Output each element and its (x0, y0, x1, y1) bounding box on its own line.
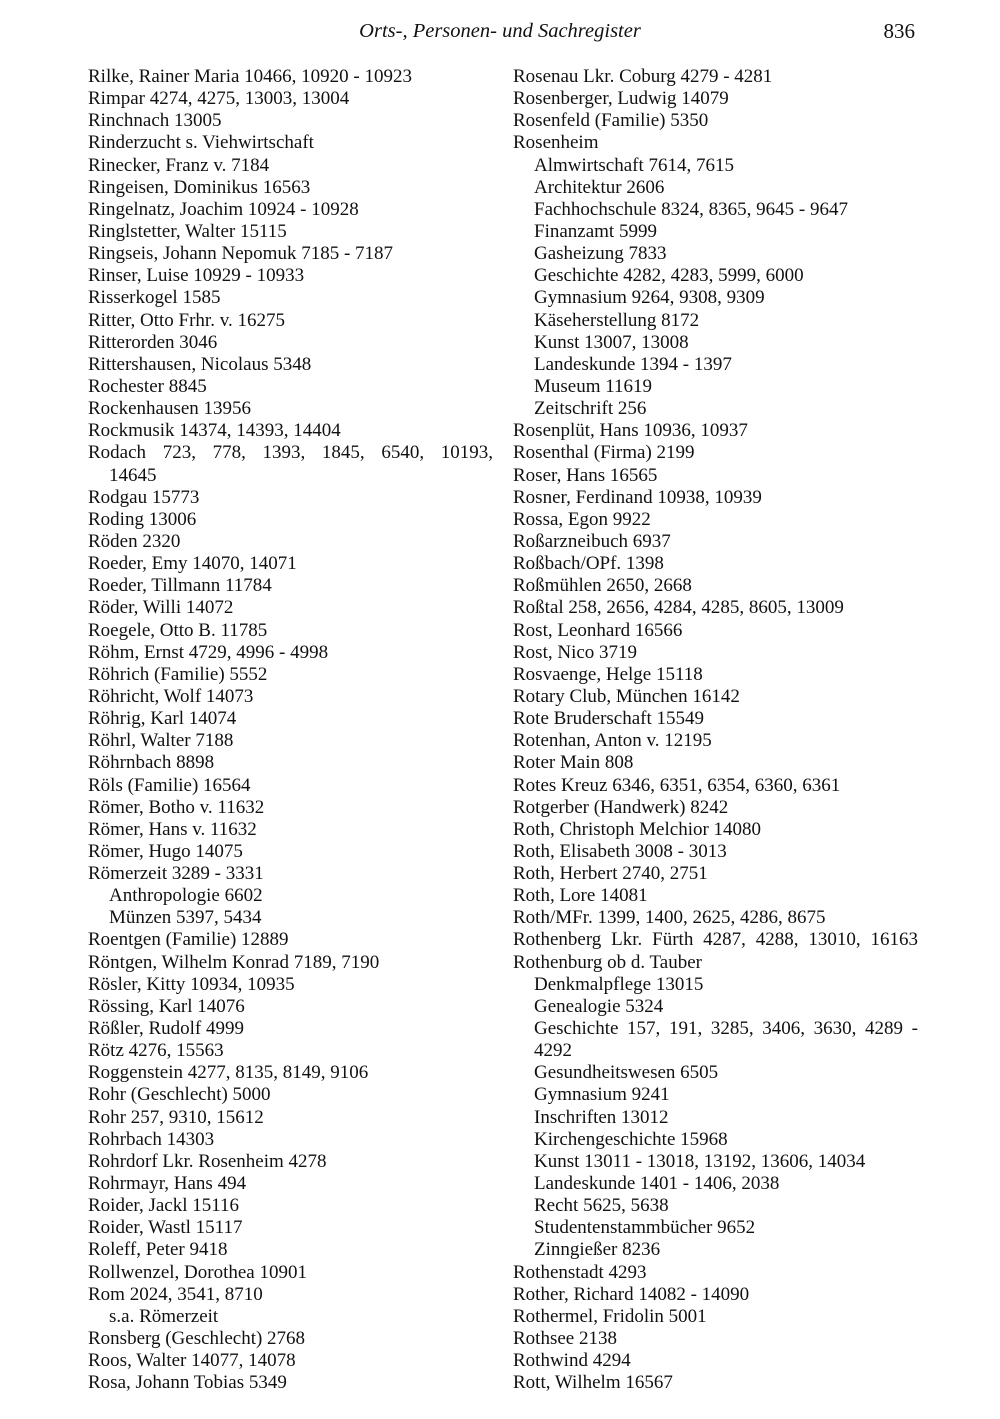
index-entry: Ringeisen, Dominikus 16563 (88, 176, 311, 198)
index-entry: Ringlstetter, Walter 15115 (88, 220, 287, 242)
index-entry: Rothsee 2138 (513, 1328, 617, 1350)
index-entry: Rothenburg ob d. Tauber (513, 951, 702, 973)
index-entry: Röhm, Ernst 4729, 4996 - 4998 (88, 641, 329, 663)
index-entry: Rosenheim (513, 132, 599, 154)
index-subentry: Käseherstellung 8172 (534, 309, 700, 331)
index-entry: Römer, Hans v. 11632 (88, 818, 257, 840)
index-subentry: Kirchengeschichte 15968 (534, 1128, 728, 1150)
index-subentry: Inschriften 13012 (534, 1106, 669, 1128)
index-entry: Rosenau Lkr. Coburg 4279 - 4281 (513, 66, 773, 87)
index-entry: Röntgen, Wilhelm Konrad 7189, 7190 (88, 951, 380, 973)
index-entry: Rothenberg Lkr. Fürth 4287, 4288, 13010, 16163 (513, 929, 918, 951)
index-entry: Rohr 257, 9310, 15612 (88, 1106, 264, 1128)
page-number: 836 (883, 19, 915, 43)
index-entry: Rohrmayr, Hans 494 (88, 1173, 247, 1195)
index-subentry: 4292 (534, 1040, 572, 1062)
index-subentry: Almwirtschaft 7614, 7615 (534, 154, 735, 176)
index-entry: Roding 13006 (88, 508, 197, 530)
index-entry: Rotgerber (Handwerk) 8242 (513, 796, 729, 818)
index-entry: Rockmusik 14374, 14393, 14404 (88, 420, 341, 442)
index-entry: Rosenplüt, Hans 10936, 10937 (513, 420, 748, 442)
index-entry: Roth, Herbert 2740, 2751 (513, 863, 708, 885)
index-subentry: Museum 11619 (534, 375, 653, 397)
index-entry: Ritter, Otto Frhr. v. 16275 (88, 309, 285, 331)
index-entry: Rohrbach 14303 (88, 1128, 215, 1150)
index-column-right (513, 66, 918, 1394)
index-entry: Rinderzucht s. Viehwirtschaft (88, 132, 314, 154)
index-entry: Roth, Christoph Melchior 14080 (513, 818, 762, 840)
index-entry: Rockenhausen 13956 (88, 398, 252, 420)
index-entry: Roider, Jackl 15116 (88, 1195, 240, 1217)
index-entry: Rotary Club, München 16142 (513, 685, 740, 707)
index-entry: Rosenfeld (Familie) 5350 (513, 110, 709, 132)
index-entry: Rotes Kreuz 6346, 6351, 6354, 6360, 6361 (513, 774, 841, 796)
index-entry: Rinser, Luise 10929 - 10933 (88, 265, 305, 287)
index-entry: Rosenberger, Ludwig 14079 (513, 88, 729, 110)
index-entry: Rost, Nico 3719 (513, 641, 638, 663)
index-subentry: Kunst 13011 - 13018, 13192, 13606, 14034 (534, 1150, 866, 1172)
index-subentry: Gesundheitswesen 6505 (534, 1062, 719, 1084)
index-entry: Röls (Familie) 16564 (88, 774, 251, 796)
index-entry: Roggenstein 4277, 8135, 8149, 9106 (88, 1062, 369, 1084)
index-entry: Roter Main 808 (513, 752, 634, 774)
index-entry: Römer, Botho v. 11632 (88, 796, 265, 818)
index-entry: Roentgen (Familie) 12889 (88, 929, 289, 951)
index-entry: Rochester 8845 (88, 375, 207, 397)
index-entry: Rößler, Rudolf 4999 (88, 1018, 244, 1040)
index-entry: Rimpar 4274, 4275, 13003, 13004 (88, 88, 350, 110)
running-title: Orts-, Personen- und Sachregister (359, 20, 641, 42)
index-subentry: Geschichte 157, 191, 3285, 3406, 3630, 4289 - (534, 1018, 918, 1040)
index-entry: Rodach 723, 778, 1393, 1845, 6540, 10193, (88, 442, 493, 464)
index-subentry: Geschichte 4282, 4283, 5999, 6000 (534, 265, 804, 287)
index-entry: Roleff, Peter 9418 (88, 1239, 228, 1261)
index-entry: Rilke, Rainer Maria 10466, 10920 - 10923 (88, 66, 413, 87)
index-column-left (88, 66, 493, 1394)
index-entry: Roßbach/OPf. 1398 (513, 553, 664, 575)
index-subentry: Zeitschrift 256 (534, 398, 647, 420)
index-subentry: 14645 (109, 464, 157, 486)
index-entry: Rost, Leonhard 16566 (513, 619, 683, 641)
index-subentry: Landeskunde 1401 - 1406, 2038 (534, 1173, 780, 1195)
index-subentry: Architektur 2606 (534, 176, 665, 198)
index-entry: Rosner, Ferdinand 10938, 10939 (513, 486, 762, 508)
index-entry: Rott, Wilhelm 16567 (513, 1372, 673, 1394)
index-subentry: Finanzamt 5999 (534, 220, 657, 242)
index-entry: Roos, Walter 14077, 14078 (88, 1350, 296, 1372)
index-entry: Roßmühlen 2650, 2668 (513, 575, 692, 597)
index-entry: Roeder, Tillmann 11784 (88, 575, 272, 597)
index-subentry: Münzen 5397, 5434 (109, 907, 262, 929)
index-entry: Roth, Elisabeth 3008 - 3013 (513, 840, 727, 862)
index-entry: Rittershausen, Nicolaus 5348 (88, 353, 312, 375)
index-entry: Röder, Willi 14072 (88, 597, 234, 619)
index-entry: Roider, Wastl 15117 (88, 1217, 243, 1239)
index-entry: Rosenthal (Firma) 2199 (513, 442, 695, 464)
index-entry: Roßarzneibuch 6937 (513, 530, 671, 552)
index-entry: Roegele, Otto B. 11785 (88, 619, 268, 641)
index-entry: Rössing, Karl 14076 (88, 995, 245, 1017)
index-entry: Ringseis, Johann Nepomuk 7185 - 7187 (88, 243, 394, 265)
index-entry: Rohr (Geschlecht) 5000 (88, 1084, 271, 1106)
index-entry: Römerzeit 3289 - 3331 (88, 863, 264, 885)
index-subentry: Gasheizung 7833 (534, 243, 667, 265)
index-subentry: Anthropologie 6602 (109, 885, 263, 907)
index-entry: Rotenhan, Anton v. 12195 (513, 730, 712, 752)
index-entry: Rodgau 15773 (88, 486, 200, 508)
index-subentry: Gymnasium 9241 (534, 1084, 670, 1106)
index-entry: Röhricht, Wolf 14073 (88, 685, 254, 707)
index-entry: Rothenstadt 4293 (513, 1261, 647, 1283)
index-subentry: Zinngießer 8236 (534, 1239, 661, 1261)
index-entry: Römer, Hugo 14075 (88, 840, 243, 862)
index-entry: Ritterorden 3046 (88, 331, 218, 353)
index-entry: Rote Bruderschaft 15549 (513, 708, 705, 730)
index-entry: Rossa, Egon 9922 (513, 508, 651, 530)
index-entry: Rothwind 4294 (513, 1350, 631, 1372)
index-entry: Rothermel, Fridolin 5001 (513, 1305, 707, 1327)
index-entry: Roth/MFr. 1399, 1400, 2625, 4286, 8675 (513, 907, 826, 929)
index-entry: Ringelnatz, Joachim 10924 - 10928 (88, 198, 359, 220)
index-subentry: Genealogie 5324 (534, 995, 664, 1017)
index-entry: Rother, Richard 14082 - 14090 (513, 1283, 750, 1305)
index-entry: Röhrl, Walter 7188 (88, 730, 234, 752)
index-entry: Rötz 4276, 15563 (88, 1040, 224, 1062)
index-subentry: Recht 5625, 5638 (534, 1195, 669, 1217)
index-entry: Rosvaenge, Helge 15118 (513, 663, 703, 685)
index-subentry: Kunst 13007, 13008 (534, 331, 689, 353)
index-subentry: Gymnasium 9264, 9308, 9309 (534, 287, 765, 309)
index-subentry: Landeskunde 1394 - 1397 (534, 353, 732, 375)
index-subentry: Studentenstammbücher 9652 (534, 1217, 756, 1239)
index-entry: Röhrich (Familie) 5552 (88, 663, 268, 685)
index-entry: Rohrdorf Lkr. Rosenheim 4278 (88, 1150, 327, 1172)
index-entry: Roßtal 258, 2656, 4284, 4285, 8605, 13009 (513, 597, 844, 619)
index-entry: Rinecker, Franz v. 7184 (88, 154, 270, 176)
index-entry: Rollwenzel, Dorothea 10901 (88, 1261, 307, 1283)
index-entry: Röhrnbach 8898 (88, 752, 215, 774)
index-entry: Risserkogel 1585 (88, 287, 221, 309)
index-entry: Ronsberg (Geschlecht) 2768 (88, 1328, 306, 1350)
index-entry: Rom 2024, 3541, 8710 (88, 1283, 263, 1305)
index-subentry: s.a. Römerzeit (109, 1305, 219, 1327)
index-subentry: Fachhochschule 8324, 8365, 9645 - 9647 (534, 198, 848, 220)
index-entry: Rosa, Johann Tobias 5349 (88, 1372, 287, 1394)
index-entry: Röhrig, Karl 14074 (88, 708, 237, 730)
index-subentry: Denkmalpflege 13015 (534, 973, 704, 995)
index-entry: Roth, Lore 14081 (513, 885, 648, 907)
index-entry: Rösler, Kitty 10934, 10935 (88, 973, 295, 995)
index-entry: Röden 2320 (88, 530, 181, 552)
index-entry: Roser, Hans 16565 (513, 464, 658, 486)
index-entry: Roeder, Emy 14070, 14071 (88, 553, 297, 575)
index-entry: Rinchnach 13005 (88, 110, 222, 132)
